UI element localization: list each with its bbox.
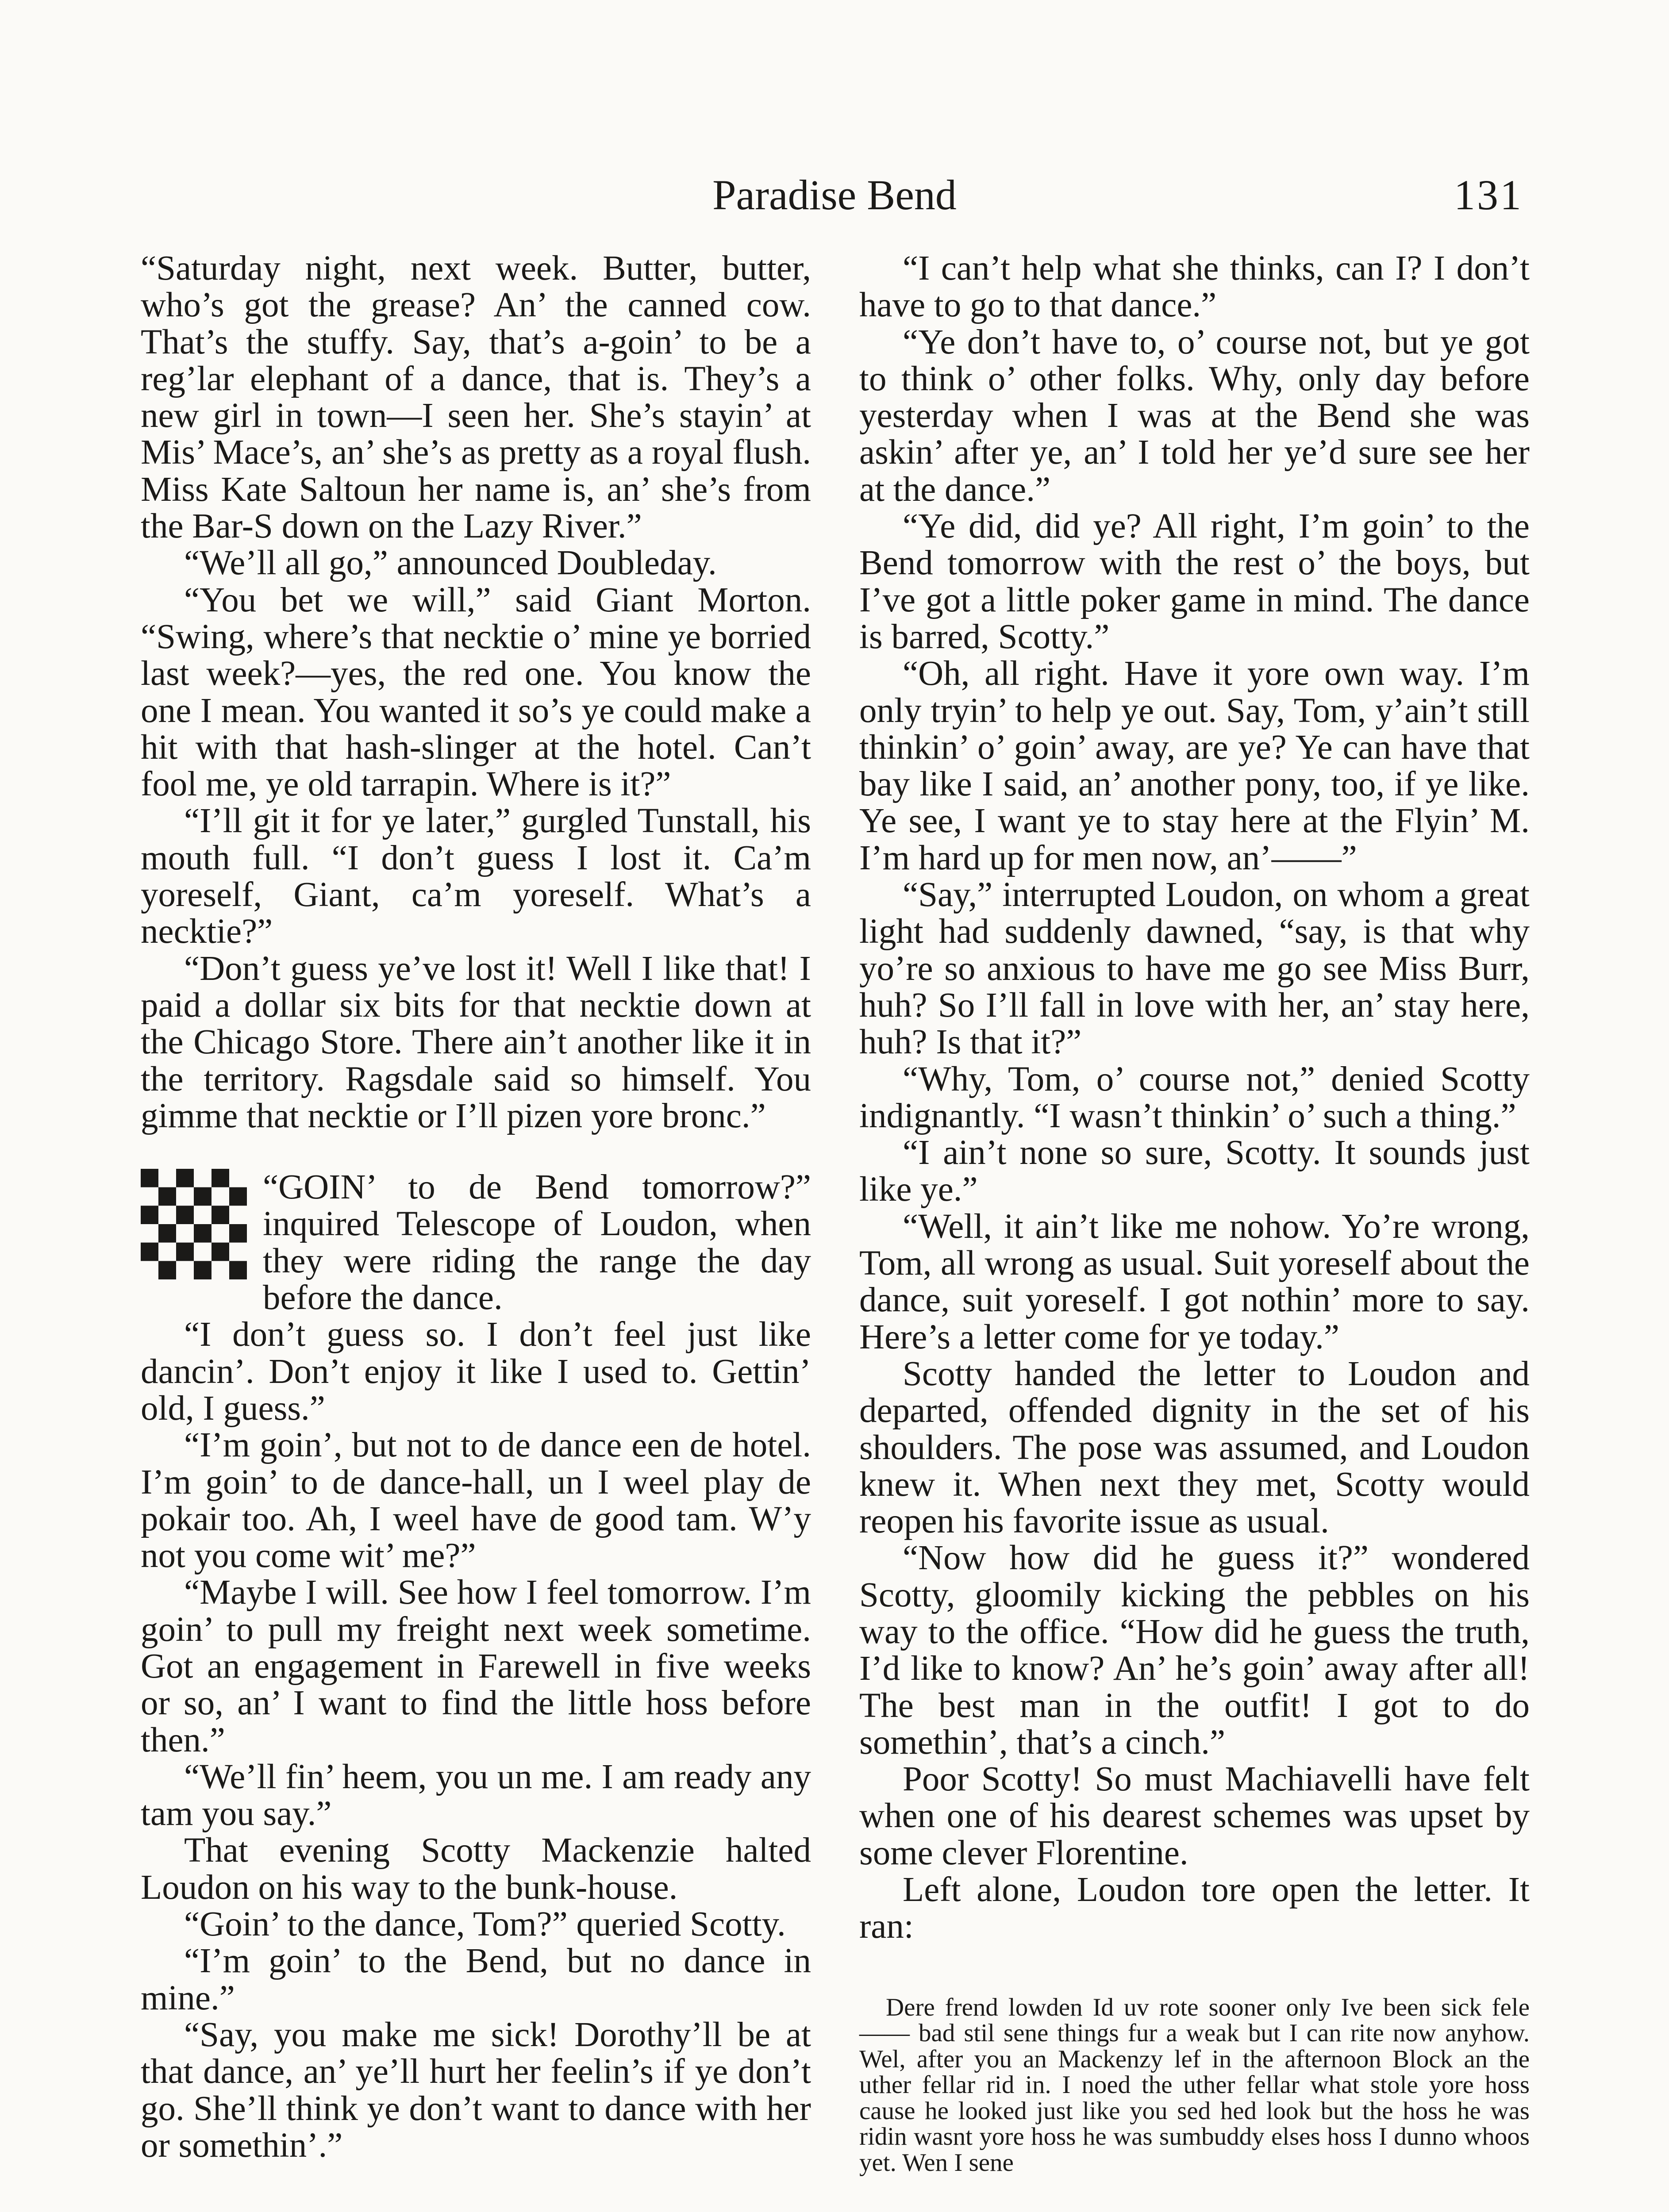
section-opening: [141, 1169, 811, 1316]
paragraph: Scotty handed the letter to Loudon and departed, offended dignity in the set of his shoulders. The pose was assumed, and Loudon knew it. When next they met, Scotty would reopen his favorite issue as usual.: [859, 1354, 1530, 1541]
paragraph: “We’ll fin’ heem, you un me. I am ready any tam you say.”: [141, 1757, 811, 1833]
page-number: 131: [1454, 171, 1523, 219]
paragraph: “Say, you make me sick! Dorothy’ll be at that dance, an’ ye’ll hurt her feelin’s if ye don’t go. She’ll think ye don’t want to dance with her or somethin’.”: [141, 2015, 811, 2165]
paragraph: “Ye did, did ye? All right, I’m goin’ to the Bend tomorrow with the rest o’ the boys, but I’ve got a little poker game in mind. The dance is barred, Scotty.”: [859, 507, 1530, 656]
paragraph: Left alone, Loudon tore open the letter. It ran:: [859, 1870, 1530, 1946]
paragraph: “Ye don’t have to, o’ course not, but ye got to think o’ other folks. Why, only day before yesterday when I was at the Bend she was askin’ after ye, an’ I told her ye’d sure see her at the dance.”: [859, 323, 1530, 509]
paragraph: “I ain’t none so sure, Scotty. It sounds just like ye.”: [859, 1133, 1530, 1209]
checkered-ornament-icon: [141, 1169, 247, 1279]
section-break: [141, 1134, 811, 1169]
left-column: [141, 250, 811, 2164]
paragraph: “I’m goin’, but not to de dance een de hotel. I’m goin’ to de dance-hall, un I weel play de pokair too. Ah, I weel have de good tam. W’y not you come wit’ me?”: [141, 1426, 811, 1575]
paragraph: That evening Scotty Mackenzie halted Loudon on his way to the bunk-house.: [141, 1831, 811, 1907]
paragraph: “I can’t help what she thinks, can I? I don’t have to go to that dance.”: [859, 249, 1530, 325]
paragraph: “Saturday night, next week. Butter, butter, who’s got the grease? An’ the canned cow. That’s the stuffy. Say, that’s a-goin’ to be a reg’lar elephant of a dance, that is. They’s a new girl in town—I seen her. She’s stayin’ at Mis’ Mace’s, an’ she’s as pretty as a royal flush. Miss Kate Saltoun her name is, an’ she’s from the Bar-S down on the Lazy River.”: [141, 249, 811, 546]
letter-text: Dere frend lowden Id uv rote sooner only Ive been sick fele —— bad stil sene things fur a weak but I can rite now anyhow. Wel, after you an Mackenzy lef in the afternoon Block an the uther fellar rid in. I noed the uther fellar what stole yore hoss cause he looked just like you sed hed look but the hoss he was ridin wasnt yore hoss he was sumbuddy elses hoss I dunno whoos yet. Wen I sene: [859, 1993, 1530, 2177]
right-column: [859, 250, 1530, 2176]
page-header: [0, 170, 1669, 223]
paragraph: “Oh, all right. Have it yore own way. I’m only tryin’ to help ye out. Say, Tom, y’ain’t still thinkin’ o’ goin’ away, are ye? Ye can have that bay like I said, an’ another pony, too, if ye like. Ye see, I want ye to stay here at the Flyin’ M. I’m hard up for men now, an’——”: [859, 654, 1530, 877]
paragraph: “Say,” interrupted Loudon, on whom a great light had suddenly dawned, “say, is that why yo’re so anxious to have me go see Miss Burr, huh? So I’ll fall in love with her, an’ stay here, huh? Is that it?”: [859, 876, 1530, 1062]
paragraph: “I’ll git it for ye later,” gurgled Tunstall, his mouth full. “I don’t guess I lost it. Ca’m yoreself, Giant, ca’m yoreself. What’s a necktie?”: [141, 802, 811, 951]
paragraph: “I don’t guess so. I don’t feel just like dancin’. Don’t enjoy it like I used to. Gettin’ old, I guess.”: [141, 1315, 811, 1428]
paragraph: “Now how did he guess it?” wondered Scotty, gloomily kicking the pebbles on his way to the office. “How did he guess the truth, I’d like to know? An’ he’s goin’ away after all! The best man in the outfit! I got to do somethin’, that’s a cinch.”: [859, 1539, 1530, 1762]
paragraph: “I’m goin’ to the Bend, but no dance in mine.”: [141, 1942, 811, 2017]
paragraph: Poor Scotty! So must Machiavelli have felt when one of his dearest schemes was upset by some clever Florentine.: [859, 1760, 1530, 1872]
paragraph: “Don’t guess ye’ve lost it! Well I like that! I paid a dollar six bits for that necktie down at the Chicago Store. There ain’t another like it in the territory. Ragsdale said so himself. You gimme that necktie or I’ll pizen yore bronc.”: [141, 949, 811, 1135]
letter-excerpt: [859, 1995, 1530, 2176]
running-title: Paradise Bend: [712, 171, 957, 219]
paragraph: “Well, it ain’t like me nohow. Yo’re wrong, Tom, all wrong as usual. Suit yoreself about the dance, suit yoreself. I got nothin’ more to say. Here’s a letter come for ye today.”: [859, 1207, 1530, 1356]
paragraph: “You bet we will,” said Giant Morton. “Swing, where’s that necktie o’ mine ye borried last week?—yes, the red one. You know the one I mean. You wanted it so’s ye could make a hit with that hash-slinger at the hotel. Can’t fool me, ye old tarrapin. Where is it?”: [141, 580, 811, 804]
paragraph: “Maybe I will. See how I feel tomorrow. I’m goin’ to pull my freight next week sometime. Got an engagement in Farewell in five weeks or so, an’ I want to find the little hoss before then.”: [141, 1573, 811, 1759]
paragraph: “Goin’ to the dance, Tom?” queried Scotty.: [184, 1905, 786, 1944]
paragraph: “We’ll all go,” announced Doubleday.: [184, 544, 717, 583]
paragraph: “Why, Tom, o’ course not,” denied Scotty indignantly. “I wasn’t thinkin’ o’ such a thing.”: [859, 1060, 1530, 1135]
opening-paragraph: “GOIN’ to de Bend tomorrow?” inquired Telescope of Loudon, when they were riding the range the day before the dance.: [263, 1169, 811, 1317]
